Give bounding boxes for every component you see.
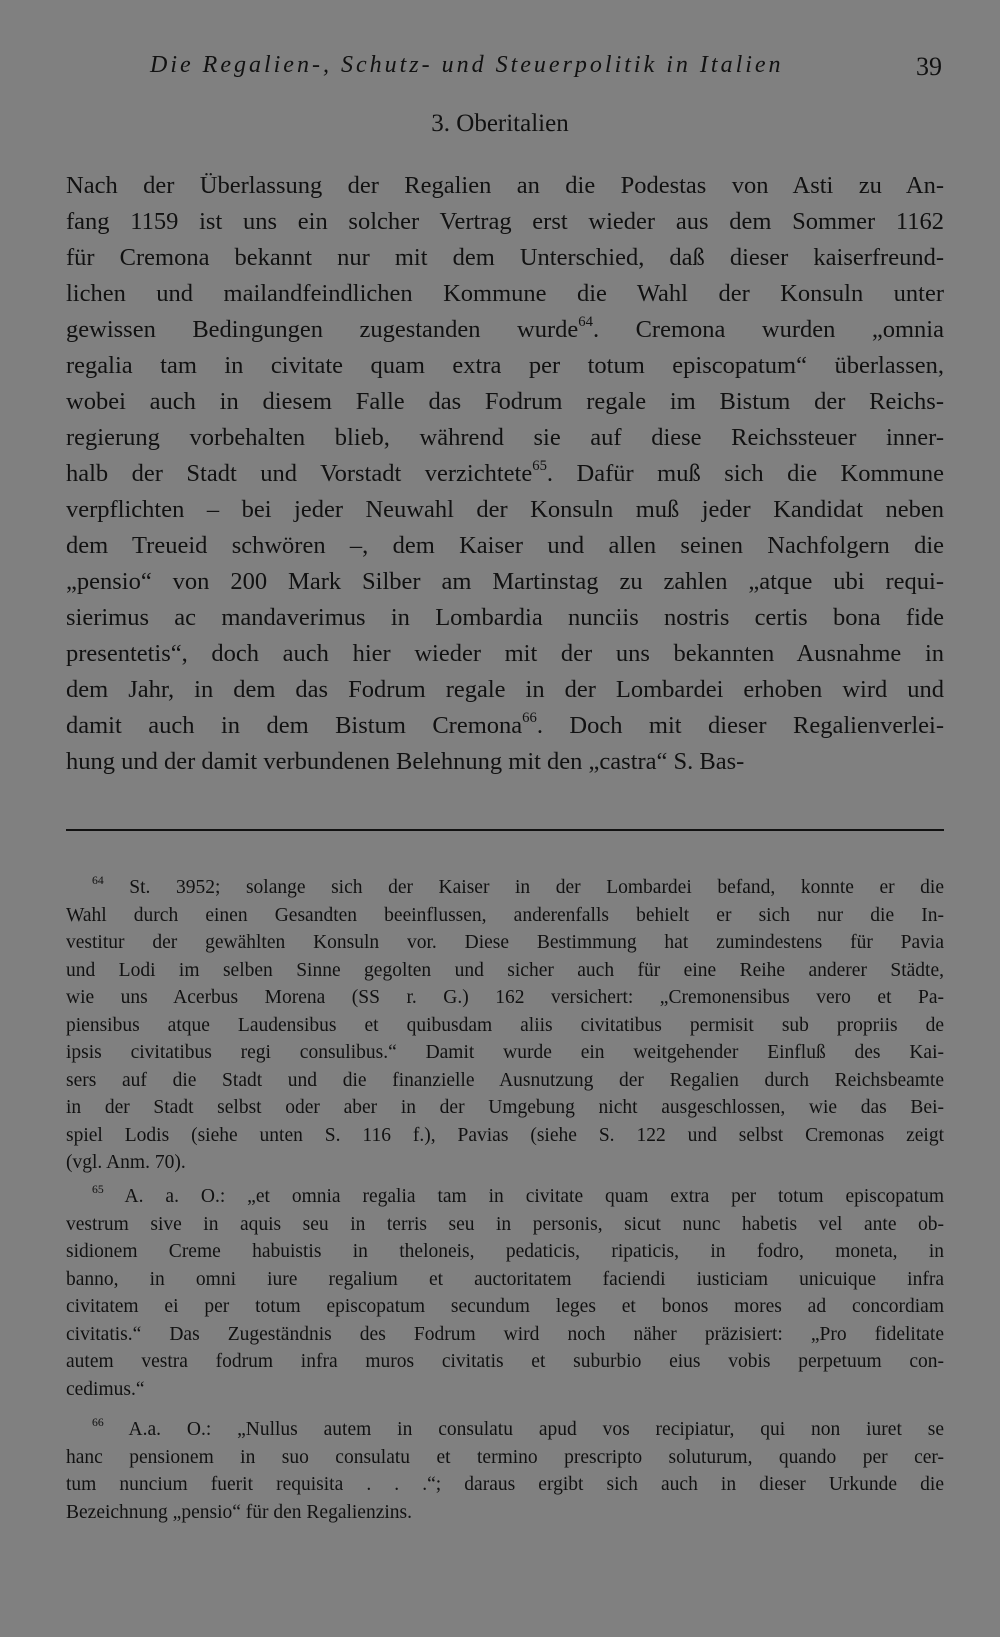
- footnote-text: St. 3952; solange sich der Kaiser in der Lombardei befand, konnte er die: [129, 877, 945, 898]
- footnote-reference: 64: [578, 313, 593, 330]
- section-heading: 3. Oberitalien: [431, 110, 569, 137]
- footnote-text: banno, in omni iure regalium et auctoritatem faciendi iusticiam unicuique infra: [66, 1268, 944, 1290]
- body-line: [66, 532, 944, 560]
- footnote-text: tum nuncium fuerit requisita . . .“; daraus ergibt sich auch in dieser Urkunde die: [66, 1474, 944, 1495]
- body-line: [66, 676, 944, 704]
- running-header: [150, 52, 942, 79]
- body-line: [66, 280, 944, 308]
- footnote-line: [66, 1041, 944, 1065]
- body-line: [66, 604, 944, 632]
- body-line: [66, 208, 944, 236]
- running-title: Die Regalien-, Schutz- und Steuerpolitik in Italien: [150, 52, 784, 78]
- footnote-text: Wahl durch einen Gesandten beeinflussen, anderenfalls behielt er sich nur die In-: [66, 904, 944, 926]
- footnote-text: spiel Lodis (siehe unten S. 116 f.), Pavias (siehe S. 122 und selbst Cremonas zeigt: [66, 1124, 944, 1146]
- footnote-line: [92, 876, 944, 900]
- body-text-segment: Nach der Überlassung der Regalien an die Podestas von Asti zu An-: [66, 172, 944, 199]
- footnote-reference: 65: [532, 457, 547, 474]
- footnote-line: [66, 1501, 944, 1525]
- footnote-text: und Lodi im selben Sinne gegolten und sicher auch für eine Reihe anderer Städte,: [66, 959, 944, 981]
- footnote-text: A. a. O.: „et omnia regalia tam in civitate quam extra per totum episcopatum: [124, 1186, 944, 1207]
- body-line: [66, 424, 944, 452]
- body-text-segment: gewissen Bedingungen zugestanden wurde: [66, 316, 579, 343]
- body-text-segment: verpflichten – bei jeder Neuwahl der Konsuln muß jeder Kandidat neben: [66, 496, 944, 523]
- footnote-text: (vgl. Anm. 70).: [66, 1152, 186, 1173]
- footnote-line: [66, 1295, 944, 1319]
- body-line: [66, 172, 944, 200]
- footnote-text: piensibus atque Laudensibus et quibusdam aliis civitatibus permisit sub propriis de: [66, 1014, 944, 1036]
- footnote-line: [66, 1151, 944, 1175]
- footnote-text: sidionem Creme habuistis in theloneis, pedaticis, ripaticis, in fodro, moneta, in: [66, 1241, 944, 1262]
- footnote-text: autem vestra fodrum infra muros civitatis et suburbio eius vobis perpetuum con-: [66, 1351, 944, 1372]
- body-text-segment: halb der Stadt und Vorstadt verzichtete: [66, 460, 533, 487]
- footnote-line: [66, 931, 944, 955]
- body-text-segment: dem Treueid schwören –, dem Kaiser und allen seinen Nachfolgern die: [66, 532, 944, 559]
- body-line: [66, 457, 944, 488]
- body-text-segment: regierung vorbehalten blieb, während sie auf diese Reichssteuer inner-: [66, 424, 944, 451]
- body-text-segment: . Cremona wurden „omnia: [592, 316, 944, 343]
- body-line: [66, 244, 944, 272]
- footnote-line: [66, 904, 944, 928]
- footnote-line: [66, 1350, 944, 1374]
- footnote-text: wie uns Acerbus Morena (SS r. G.) 162 versichert: „Cremonensibus vero et Pa-: [66, 987, 944, 1008]
- footnote-number: 65: [92, 1183, 104, 1197]
- footnote-text: civitatem ei per totum episcopatum secundum leges et bonos mores ad concordiam: [66, 1296, 944, 1317]
- body-line: [66, 709, 944, 740]
- footnote-text: hanc pensionem in suo consulatu et termino prescripto soluturum, quando per cer-: [66, 1446, 944, 1468]
- page-number: 39: [916, 52, 942, 81]
- footnote-line: [66, 1014, 944, 1038]
- footnote-line: [66, 986, 944, 1010]
- body-line: [66, 568, 944, 596]
- body-text-segment: regalia tam in civitate quam extra per totum episcopatum“ überlassen,: [66, 352, 944, 379]
- footnote-text: A.a. O.: „Nullus autem in consulatu apud vos recipiatur, qui non iuret se: [128, 1419, 944, 1440]
- footnote-text: civitatis.“ Das Zugeständnis des Fodrum wird noch näher präzisiert: „Pro fidelitate: [66, 1323, 944, 1345]
- footnote-line: [92, 1418, 944, 1442]
- footnote-text: sers auf die Stadt und die finanzielle Ausnutzung der Regalien durch Reichsbeamte: [66, 1069, 944, 1091]
- footnote-text: vestrum sive in aquis seu in terris seu in personis, sicut nunc habetis vel ante ob-: [66, 1213, 944, 1235]
- footnote-reference: 66: [522, 709, 537, 726]
- body-text-segment: hung und der damit verbundenen Belehnung mit den „castra“ S. Bas-: [66, 748, 745, 775]
- footnote-text: cedimus.“: [66, 1378, 145, 1400]
- footnote-separator: [66, 829, 944, 831]
- footnote-text: Bezeichnung „pensio“ für den Regalienzins.: [66, 1501, 413, 1523]
- body-line: [66, 352, 944, 380]
- footnote-number: 64: [92, 874, 104, 888]
- footnote-line: [92, 1185, 944, 1209]
- body-line: [66, 496, 944, 524]
- footnote-line: [66, 1323, 944, 1347]
- footnote-line: [66, 1124, 944, 1148]
- body-text-segment: sierimus ac mandaverimus in Lombardia nunciis nostris certis bona fide: [66, 604, 944, 631]
- footnote-text: in der Stadt selbst oder aber in der Umgebung nicht ausgeschlossen, wie das Bei-: [66, 1097, 944, 1118]
- body-text-segment: für Cremona bekannt nur mit dem Unterschied, daß dieser kaiserfreund-: [66, 244, 944, 271]
- footnote-line: [66, 1213, 944, 1237]
- body-line: [66, 748, 944, 776]
- body-line: [66, 640, 944, 668]
- footnote-line: [66, 1378, 944, 1402]
- body-text-segment: . Dafür muß sich die Kommune: [546, 460, 944, 487]
- footnote-number: 66: [92, 1416, 104, 1430]
- body-text-segment: dem Jahr, in dem das Fodrum regale in der Lombardei erhoben wird und: [66, 676, 944, 703]
- body-text-segment: . Doch mit dieser Regalienverlei-: [536, 712, 944, 739]
- body-text-segment: fang 1159 ist uns ein solcher Vertrag erst wieder aus dem Sommer 1162: [66, 208, 944, 235]
- footnote-line: [66, 1240, 944, 1264]
- footnote-line: [66, 1069, 944, 1093]
- footnote-line: [66, 1268, 944, 1292]
- footnote-line: [66, 959, 944, 983]
- body-text-segment: lichen und mailandfeindlichen Kommune die Wahl der Konsuln unter: [66, 280, 944, 307]
- footnote-line: [66, 1473, 944, 1497]
- body-text-segment: damit auch in dem Bistum Cremona: [66, 712, 523, 739]
- body-line: [66, 388, 944, 416]
- footnote-text: vestitur der gewählten Konsuln vor. Diese Bestimmung hat zumindestens für Pavia: [66, 932, 944, 953]
- footnote-line: [66, 1446, 944, 1470]
- body-text-segment: „pensio“ von 200 Mark Silber am Martinstag zu zahlen „atque ubi requi-: [66, 568, 944, 595]
- footnote-line: [66, 1096, 944, 1120]
- body-text-segment: wobei auch in diesem Falle das Fodrum regale im Bistum der Reichs-: [66, 388, 944, 415]
- body-line: [66, 313, 944, 344]
- body-text-segment: presentetis“, doch auch hier wieder mit der uns bekannten Ausnahme in: [66, 640, 944, 667]
- footnote-text: ipsis civitatibus regi consulibus.“ Damit wurde ein weitgehender Einfluß des Kai-: [66, 1042, 944, 1063]
